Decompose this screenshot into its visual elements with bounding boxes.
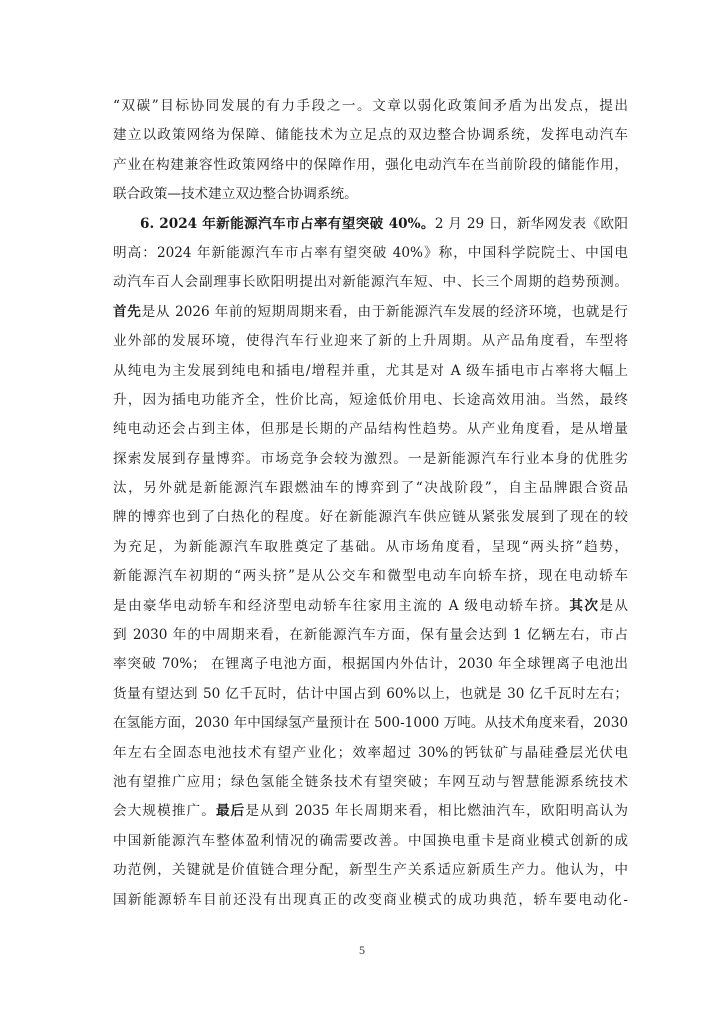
line-text: 2 月 29 日，新华网发表《欧阳: [434, 215, 628, 232]
paragraph-1-line: 联合政策—技术建立双边整合协调系统。: [113, 186, 358, 203]
line-text: 是从到 2035 年长周期来看，相比燃油汽车，欧阳明高认为: [245, 803, 628, 820]
paragraph-2-line: 年左右全固态电池技术有望产业化；效率超过 30%的钙钛矿与晶硅叠层光伏电: [113, 744, 628, 761]
paragraph-1-line: 建立以政策网络为保障、储能技术为立足点的双边整合协调系统，发挥电动汽车: [113, 127, 628, 144]
section-heading: 6. 2024 年新能源汽车市占率有望突破 40%。: [140, 215, 435, 232]
page-number: 5: [359, 943, 365, 957]
paragraph-2-line: 业外部的发展环境，使得汽车行业迎来了新的上升周期。从产品角度看，车型将: [113, 333, 628, 350]
paragraph-2-line: [113, 797, 628, 826]
paragraph-2-line: 功范例，关键就是价值链合理分配，新型生产关系适应新质生产力。他认为，中: [113, 862, 628, 879]
second-label: 其次: [569, 597, 600, 614]
line-text: 是由豪华电动轿车和经济型电动轿车往家用主流的 A 级电动轿车挤。: [113, 597, 570, 614]
paragraph-2-line: 到 2030 年的中周期来看，在新能源汽车方面，保有量会达到 1 亿辆左右，市占: [113, 627, 628, 644]
line-text: 是从: [599, 597, 628, 614]
paragraph-2-line: 率突破 70%； 在锂离子电池方面，根据国内外估计，2030 年全球锂离子电池出: [113, 656, 628, 673]
paragraph-2-line: [113, 298, 628, 327]
last-label: 最后: [215, 803, 246, 820]
paragraph-2-line: [113, 592, 628, 621]
paragraph-2-line: 从纯电为主发展到纯电和插电/增程并重，尤其是对 A 级车插电市占率将大幅上: [113, 362, 628, 379]
paragraph-1-line: 产业在构建兼容性政策网络中的保障作用，强化电动汽车在当前阶段的储能作用，: [113, 156, 628, 173]
line-text: 是从 2026 年前的短期周期来看，由于新能源汽车发展的经济环境，也就是行: [141, 303, 628, 320]
paragraph-2-line: 国新能源轿车目前还没有出现真正的改变商业模式的成功典范，轿车要电动化-: [113, 891, 628, 908]
paragraph-2-line: 动汽车百人会副理事长欧阳明提出对新能源汽车短、中、长三个周期的趋势预测。: [113, 274, 628, 291]
body-text: [113, 92, 628, 915]
paragraph-2-line: 升，因为插电功能齐全，性价比高，短途低价用电、长途高效用油。当然，最终: [113, 391, 628, 408]
paragraph-2-line: 纯电动还会占到主体，但那是长期的产品结构性趋势。从产业角度看，是从增量: [113, 421, 628, 438]
paragraph-2-line: 在氢能方面，2030 年中国绿氢产量预计在 500-1000 万吨。从技术角度来看，2030: [113, 715, 628, 732]
paragraph-1-line: “双碳”目标协同发展的有力手段之一。文章以弱化政策间矛盾为出发点，提出: [113, 98, 628, 114]
paragraph-2-line: 中国新能源汽车整体盈利情况的确需要改善。中国换电重卡是商业模式创新的成: [113, 832, 628, 849]
first-label: 首先: [113, 303, 142, 320]
paragraph-2-line: 池有望推广应用；绿色氢能全链条技术有望突破；车网互动与智慧能源系统技术: [113, 773, 628, 790]
paragraph-2-line: 新能源汽车初期的“两头挤”是从公交车和微型电动车向轿车挤，现在电动轿车: [113, 568, 628, 585]
paragraph-2-line: 牌的博弈也到了白热化的程度。好在新能源汽车供应链从紧张发展到了现在的较: [113, 509, 628, 526]
paragraph-2-line: 明高：2024 年新能源汽车市占率有望突破 40%》称，中国科学院院士、中国电: [113, 244, 628, 261]
paragraph-2-line: 货量有望达到 50 亿千瓦时，估计中国占到 60%以上，也就是 30 亿千瓦时左右；: [113, 685, 628, 702]
line-text: 会大规模推广。: [113, 803, 216, 820]
paragraph-2-line: 为充足，为新能源汽车取胜奠定了基础。从市场角度看，呈现“两头挤”趋势，: [113, 538, 628, 555]
paragraph-2-first-line: [113, 210, 628, 239]
paragraph-2-line: 汰，另外就是新能源汽车跟燃油车的博弈到了“决战阶段”，自主品牌跟合资品: [113, 480, 628, 497]
paragraph-2-line: 探索发展到存量博弈。市场竞争会较为激烈。一是新能源汽车行业本身的优胜劣: [113, 450, 628, 467]
